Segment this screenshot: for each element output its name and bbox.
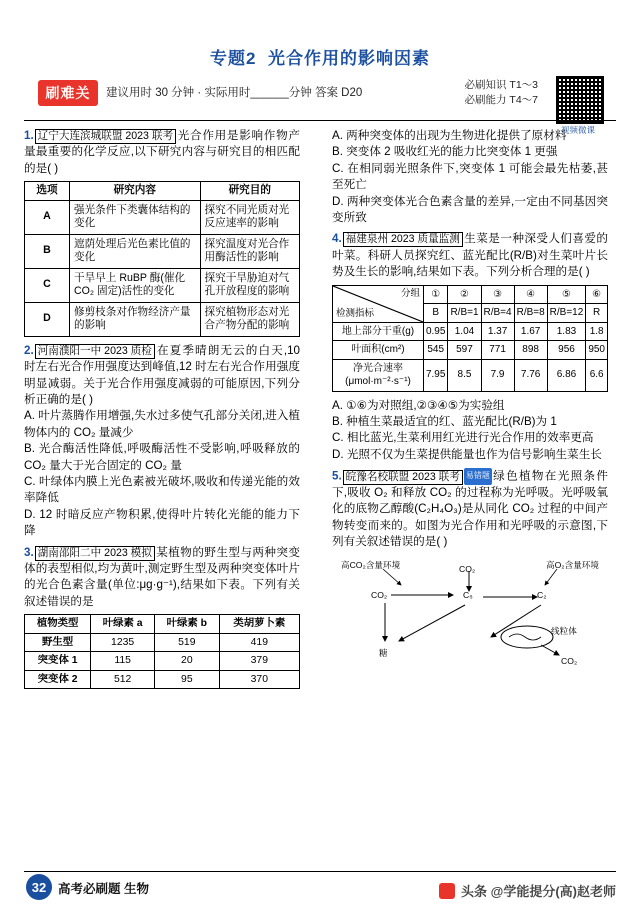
cell-chl-a: 1235 (91, 633, 155, 652)
diagram-label-mitochondria: 线粒体 (551, 625, 577, 636)
question-3-option-c: C. 在相同弱光照条件下,突变体 1 可能会最先枯萎,甚至死亡 (332, 161, 608, 192)
question-4-option-a: A. ①⑥为对照组,②③④⑤为实验组 (332, 398, 505, 412)
badge-label-2: 难关 (60, 85, 91, 101)
cell-plant-type: 野生型 (25, 633, 91, 652)
cell-value: 8.5 (448, 359, 481, 391)
table-row (25, 670, 300, 689)
question-5 (332, 468, 608, 666)
cell-carotenoid: 379 (219, 652, 299, 671)
question-2-answer-slot: ( ) (81, 392, 93, 406)
cell-value: 597 (448, 341, 481, 360)
row-name-net-photosynthesis: 净光合速率(μmol·m⁻²·s⁻¹) (333, 359, 424, 391)
cell-value: 956 (547, 341, 586, 360)
table-header-row-groups (333, 285, 608, 304)
group-id-3: ③ (481, 285, 514, 304)
qr-code-icon[interactable] (556, 76, 604, 124)
watermark (439, 881, 616, 900)
diagram-label-c5: C₅ (463, 589, 473, 600)
th-chl-b: 叶绿素 b (155, 615, 220, 634)
meta-row (38, 78, 604, 135)
corner-top-label: 分组 (400, 287, 420, 299)
question-4-option-c: C. 相比蓝光,生菜利用红光进行光合作用的效率更高 (332, 431, 594, 445)
cell-value: 545 (423, 341, 447, 360)
left-column (24, 128, 300, 695)
th-carotenoid: 类胡萝卜素 (219, 615, 299, 634)
question-3-option-b: B. 突变体 2 吸收红光的能力比突变体 1 更强 (332, 145, 558, 159)
th-plant-type: 植物类型 (25, 615, 91, 634)
table-row (25, 234, 300, 268)
question-4-option-b: B. 种植生菜最适宜的红、蓝光配比(R/B)为 1 (332, 415, 557, 429)
diagram-label-co2-top: CO₂ (459, 563, 476, 574)
right-column (332, 128, 608, 672)
question-3-stem: 某植物的野生型与两种突变体的表型相似,均为黄叶,测定野生型及两种突变体叶片的光合色素含量(单位:μg·g⁻¹),结果如下表。下列有关叙述错误的是 (24, 545, 300, 608)
group-id-1: ① (423, 285, 447, 304)
diagram-label-sugar: 糖 (379, 647, 388, 658)
question-2-option-b: B. 光合酶活性降低,呼吸酶活性不受影响,呼吸释放的 CO₂ 量大于光合固定的 CO₂ 量 (24, 442, 300, 472)
table-row (25, 633, 300, 652)
cell-value: 6.6 (586, 359, 608, 391)
cell-value: 771 (481, 341, 514, 360)
cell-value: 1.67 (514, 322, 547, 341)
diagram-label-high-o2-env: 高O₂含量环境 (546, 559, 599, 570)
question-5-answer-slot: ( ) (436, 535, 448, 549)
question-4 (332, 231, 608, 463)
th-option: 选项 (25, 182, 70, 201)
question-1-number: 1. (24, 129, 34, 142)
th-chl-a: 叶绿素 a (91, 615, 155, 634)
cell-option: A (25, 200, 70, 234)
knowledge-line-2: 必刷能力 T4～7 (464, 94, 538, 106)
toutiao-logo-icon (439, 883, 455, 899)
th-purpose: 研究目的 (200, 182, 299, 201)
group-id-4: ④ (514, 285, 547, 304)
page-number: 32 (26, 874, 52, 900)
question-2-option-a: A. 叶片蒸腾作用增强,失水过多使气孔部分关闭,进入植物体内的 CO₂ 量减少 (24, 409, 300, 439)
cell-value: 7.76 (514, 359, 547, 391)
question-5-tag: 易错题 (464, 468, 492, 484)
watermark-text: 头条 @学能提分(高)赵老师 (461, 884, 616, 899)
group-label-3: R/B=4 (481, 304, 514, 323)
cell-content: 遮荫处理后光色素比值的变化 (70, 234, 201, 268)
table-row (25, 652, 300, 671)
question-3-options (332, 128, 608, 226)
cell-content: 强光条件下类囊体结构的变化 (70, 200, 201, 234)
group-label-6: R (586, 304, 608, 323)
knowledge-line-1: 必刷知识 T1～3 (464, 79, 538, 91)
question-2-stem: 在夏季晴朗无云的白天,10 时左右光合作用强度达到峰值,12 时左右光合作用强度明显减弱。关于光合作用强度减弱的可能原因,下列分析正确的是 (24, 343, 300, 406)
question-1-stem: 光合作用是影响作物产量最重要的化学反应,以下研究内容与研究目的相匹配的是 (24, 129, 300, 175)
row-name-dry-weight: 地上部分干重(g) (333, 322, 424, 341)
group-label-5: R/B=12 (547, 304, 586, 323)
cell-purpose: 探究不同光质对光反应速率的影响 (200, 200, 299, 234)
question-3 (24, 545, 300, 690)
cell-value: 1.37 (481, 322, 514, 341)
cell-plant-type: 突变体 2 (25, 670, 91, 689)
question-2-number: 2. (24, 343, 34, 357)
cell-chl-b: 519 (155, 633, 220, 652)
knowledge-range (464, 78, 538, 108)
question-3-source: 湖南邵阳二中 2023 模拟 (35, 546, 155, 561)
group-label-2: R/B=1 (448, 304, 481, 323)
cell-value: 7.95 (423, 359, 447, 391)
group-label-1: B (423, 304, 447, 323)
group-id-2: ② (448, 285, 481, 304)
diagram-label-co2-left: CO₂ (371, 589, 388, 600)
question-1-source: 辽宁大连滨城联盟 2023 联考 (35, 129, 176, 144)
question-4-option-d: D. 光照不仅为生菜提供能量也作为信号影响生菜生长 (332, 447, 602, 461)
cell-carotenoid: 419 (219, 633, 299, 652)
question-5-diagram (341, 555, 599, 667)
corner-cell (333, 285, 424, 322)
question-4-table (332, 285, 608, 392)
diagram-label-high-co2-env: 高CO₂含量环境 (341, 559, 401, 570)
question-2-option-d: D. 12 时暗反应产物积累,使得叶片转化光能的能力下降 (24, 507, 300, 538)
question-3-option-a: A. 两种突变体的出现为生物进化提供了原材料 (332, 129, 567, 142)
question-1-answer-slot: ( ) (47, 161, 59, 175)
cell-value: 898 (514, 341, 547, 360)
question-4-stem: 生菜是一种深受人们喜爱的叶菜。科研人员探究红、蓝光配比(R/B)对生菜叶片长势及生长的影响,结果如下表。下列分析合理的是 (332, 232, 608, 279)
diagram-label-c2: C₂ (537, 589, 547, 600)
cell-purpose: 探究植物形态对光合产物分配的影响 (200, 302, 299, 336)
book-title: 高考必刷题 生物 (58, 882, 149, 896)
th-content: 研究内容 (70, 182, 201, 201)
cell-option: D (25, 302, 70, 336)
table-row (25, 268, 300, 302)
question-2-option-c: C. 叶绿体内膜上光色素被光破坏,吸收和传递光能的效率降低 (24, 474, 300, 505)
page-title (0, 44, 640, 69)
table-row (25, 200, 300, 234)
cell-value: 1.83 (547, 322, 586, 341)
cell-plant-type: 突变体 1 (25, 652, 91, 671)
cell-value: 1.8 (586, 322, 608, 341)
corner-bottom-label: 检测指标 (336, 308, 375, 320)
question-2 (24, 343, 300, 540)
table-header-row (25, 615, 300, 634)
cell-purpose: 探究干旱胁迫对气孔开放程度的影响 (200, 268, 299, 302)
group-label-4: R/B=8 (514, 304, 547, 323)
time-answer-line: 建议用时 30 分钟 · 实际用时______分钟 答案 D20 (106, 87, 363, 99)
cell-value: 7.9 (481, 359, 514, 391)
question-5-stem: 绿色植物在光照条件下,吸收 O₂ 和释放 CO₂ 的过程称为光呼吸。光呼吸氧化的底物乙醇酸(C₂H₄O₃)是从同化 CO₂ 过程的中间产物转变而来的。如图为光合作用和光呼吸的示意图,下列有关叙述错误的是 (332, 469, 608, 549)
cell-chl-b: 95 (155, 670, 220, 689)
title-prefix: 专题2 (210, 49, 257, 68)
question-5-source: 皖豫名校联盟 2023 联考 (343, 470, 463, 485)
cell-chl-a: 115 (91, 652, 155, 671)
question-2-source: 河南濮阳一中 2023 质检 (35, 344, 155, 359)
table-row (333, 341, 608, 360)
cell-option: C (25, 268, 70, 302)
cell-content: 干旱早上 RuBP 酶(催化 CO₂ 固定)活性的变化 (70, 268, 201, 302)
badge-label-1: 刷 (45, 85, 61, 101)
table-row (333, 359, 608, 391)
cell-value: 0.95 (423, 322, 447, 341)
header-divider (24, 120, 616, 121)
table-row (333, 322, 608, 341)
cell-value: 1.04 (448, 322, 481, 341)
question-4-answer-slot: ( ) (578, 265, 590, 279)
table-row (25, 302, 300, 336)
table-header-row (25, 182, 300, 201)
cell-chl-b: 20 (155, 652, 220, 671)
question-4-source: 福建泉州 2023 质量监测 (343, 232, 463, 247)
diagram-label-co2-bottom: CO₂ (561, 655, 578, 666)
question-1-table (24, 181, 300, 337)
group-id-5: ⑤ (547, 285, 586, 304)
question-3-option-d: D. 两种突变体光合色素含量的差异,一定由不同基因突变所致 (332, 194, 608, 225)
cell-carotenoid: 370 (219, 670, 299, 689)
question-1 (24, 128, 300, 337)
question-4-number: 4. (332, 232, 342, 246)
cell-value: 6.86 (547, 359, 586, 391)
difficulty-badge (38, 80, 98, 106)
cell-option: B (25, 234, 70, 268)
question-5-number: 5. (332, 469, 342, 483)
footer (0, 870, 640, 916)
cell-content: 修剪枝条对作物经济产量的影响 (70, 302, 201, 336)
title-text: 光合作用的影响因素 (267, 49, 430, 68)
cell-purpose: 探究温度对光合作用酶活性的影响 (200, 234, 299, 268)
question-3-table (24, 614, 300, 689)
row-name-leaf-area: 叶面积(cm²) (333, 341, 424, 360)
group-id-6: ⑥ (586, 285, 608, 304)
cell-chl-a: 512 (91, 670, 155, 689)
question-3-number: 3. (24, 545, 34, 559)
cell-value: 950 (586, 341, 608, 360)
qr-caption: 视频微课 (560, 125, 595, 135)
